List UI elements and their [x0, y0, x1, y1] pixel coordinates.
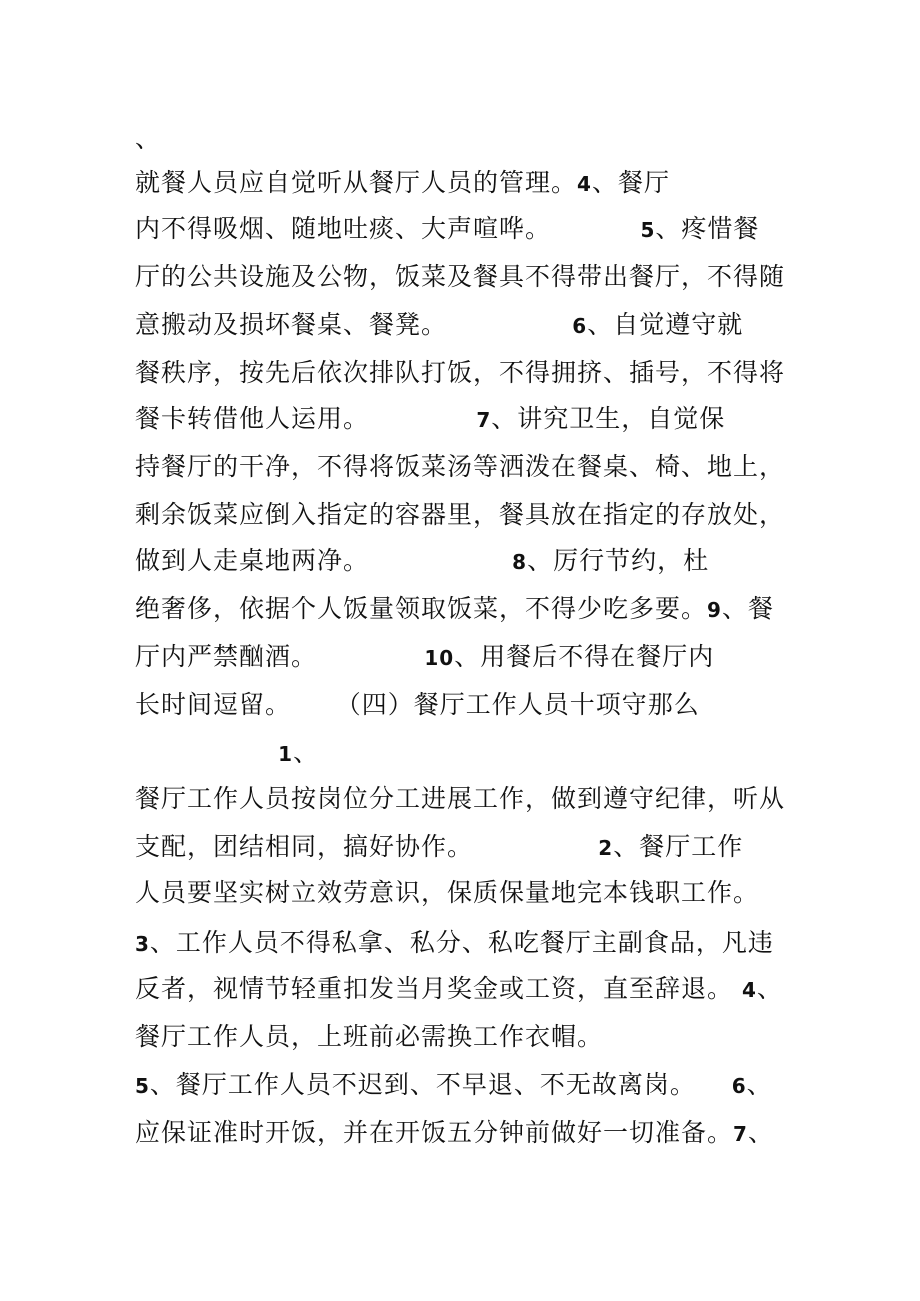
- text-segment: [135, 738, 278, 767]
- text-segment: 支配，团结相同，搞好协作。: [135, 832, 599, 861]
- text-segment: 、用餐后不得在餐厅内: [454, 642, 715, 671]
- text-segment: 餐厅工作人员按岗位分工进展工作，做到遵守纪律，听从: [135, 784, 786, 813]
- item-number: 10: [424, 646, 455, 670]
- text-line: [135, 1070, 773, 1101]
- text-line: [135, 878, 759, 908]
- text-line: [135, 500, 785, 530]
- text-segment: 做到人走桌地两净。: [135, 546, 513, 575]
- text-segment: 长时间逗留。 （四）餐厅工作人员十项守那么: [135, 690, 700, 719]
- item-number: 6: [572, 314, 588, 338]
- text-segment: 厅的公共设施及公物，饭菜及餐具不得带出餐厅，不得随: [135, 262, 786, 291]
- item-number: 9: [707, 598, 722, 622]
- text-line: [135, 594, 774, 625]
- text-line: [135, 928, 774, 959]
- text-segment: 、厉行节约，杜: [527, 546, 710, 575]
- text-line: [135, 124, 161, 154]
- item-number: 1: [278, 742, 294, 766]
- text-line: [135, 1118, 774, 1149]
- text-segment: 、餐厅工作人员不迟到、不早退、不无故离岗。: [149, 1070, 732, 1099]
- item-number: 8: [512, 550, 528, 574]
- item-number: 6: [731, 1074, 747, 1098]
- text-line: [135, 452, 785, 482]
- text-line: [135, 690, 700, 720]
- text-segment: 、: [135, 124, 162, 153]
- text-line: [135, 832, 743, 863]
- text-line: [135, 974, 783, 1005]
- text-line: [135, 168, 670, 199]
- item-number: 4: [741, 978, 757, 1002]
- text-line: [135, 546, 709, 577]
- text-segment: 、自觉遵守就: [587, 310, 744, 339]
- text-segment: 内不得吸烟、随地吐痰、大声喧哗。: [135, 214, 641, 243]
- text-line: [135, 404, 725, 435]
- text-segment: 反者，视情节轻重扣发当月奖金或工资，直至辞退。: [135, 974, 742, 1003]
- text-segment: 、讲究卫生，自觉保: [491, 404, 726, 433]
- text-segment: 餐秩序，按先后依次排队打饭，不得拥挤、插号，不得将: [135, 358, 786, 387]
- text-segment: 餐卡转借他人运用。: [135, 404, 477, 433]
- text-segment: 、餐厅: [591, 168, 670, 197]
- text-segment: 持餐厅的干净，不得将饭菜汤等洒泼在餐桌、椅、地上，: [135, 452, 786, 481]
- text-segment: 应保证准时开饭，并在开饭五分钟前做好一切准备。: [135, 1118, 734, 1147]
- text-segment: 、: [293, 738, 320, 767]
- text-line: [135, 738, 319, 769]
- item-number: 3: [135, 932, 150, 956]
- text-segment: 、餐: [721, 594, 774, 623]
- text-line: [135, 1022, 603, 1052]
- text-segment: 、工作人员不得私拿、私分、私吃餐厅主副食品，凡违: [149, 928, 774, 957]
- item-number: 5: [135, 1074, 150, 1098]
- item-number: 7: [476, 408, 492, 432]
- text-line: [135, 262, 785, 292]
- text-line: [135, 358, 785, 388]
- item-number: 5: [640, 218, 656, 242]
- text-segment: 、: [747, 1118, 774, 1147]
- text-line: [135, 642, 714, 673]
- item-number: 7: [733, 1122, 748, 1146]
- text-segment: 餐厅工作人员，上班前必需换工作衣帽。: [135, 1022, 604, 1051]
- text-line: [135, 214, 759, 245]
- text-segment: 人员要坚实树立效劳意识，保质保量地完本钱职工作。: [135, 878, 760, 907]
- text-line: [135, 784, 785, 814]
- text-segment: 剩余饭菜应倒入指定的容器里，餐具放在指定的存放处，: [135, 500, 786, 529]
- text-segment: 绝奢侈，依据个人饭量领取饭菜，不得少吃多要。: [135, 594, 708, 623]
- text-segment: 就餐人员应自觉听从餐厅人员的管理。: [135, 168, 578, 197]
- item-number: 2: [598, 836, 614, 860]
- text-line: [135, 310, 743, 341]
- text-segment: 意搬动及损坏餐桌、餐凳。: [135, 310, 573, 339]
- text-segment: 、: [746, 1070, 773, 1099]
- text-segment: 、餐厅工作: [613, 832, 744, 861]
- text-segment: 、: [756, 974, 783, 1003]
- text-segment: 厅内严禁酗酒。: [135, 642, 425, 671]
- item-number: 4: [577, 172, 592, 196]
- text-segment: 、疼惜餐: [655, 214, 760, 243]
